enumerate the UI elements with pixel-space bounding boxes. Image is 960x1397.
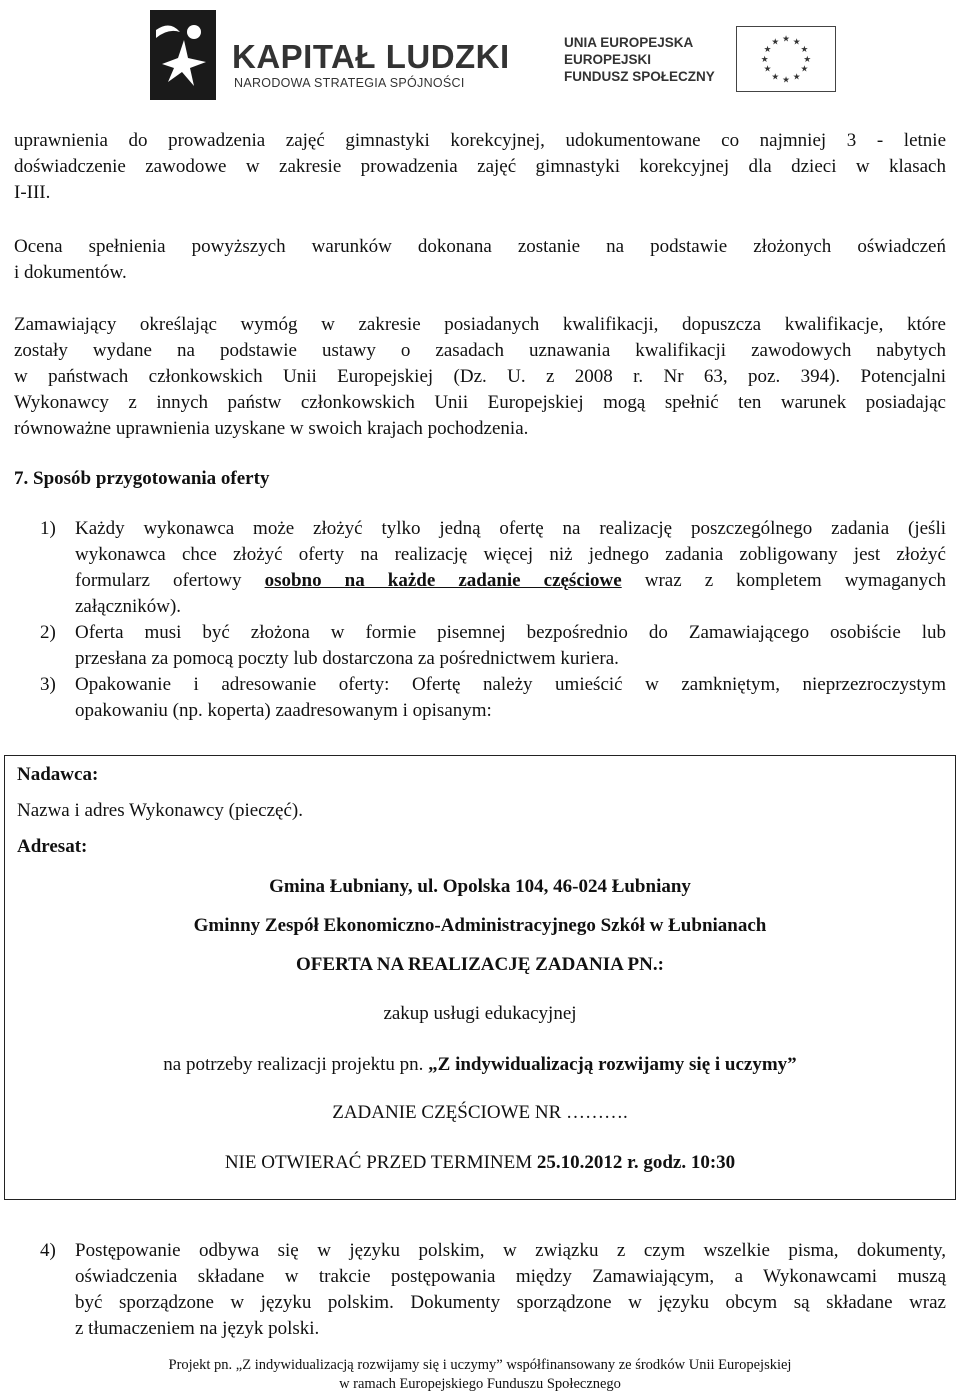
text-line: opakowaniu (np. koperta) zaadresowanym i opisanym: [75, 700, 492, 721]
text-line: Zamawiający określając wymóg w zakresie posiadanych kwalifikacji, dopuszcza kwalifikacje, które [14, 314, 946, 335]
text-segment: formularz ofertowy [75, 570, 242, 591]
text-line: Oferta musi być złożona w formie pisemnej bezpośrednio do Zamawiającego osobiście lub [75, 622, 946, 643]
deadline-text: 25.10.2012 r. godz. 10:30 [536, 1152, 736, 1173]
svg-text:★: ★ [803, 54, 812, 65]
text-line: być sporządzone w języku polskim. Dokumenty sporządzone w języku obcym są składane wraz [75, 1292, 946, 1313]
text-segment: wraz z kompletem wymaganych [644, 570, 947, 591]
svg-text:★: ★ [760, 54, 769, 65]
project-prefix: na potrzeby realizacji projektu pn. [163, 1054, 424, 1075]
list-item [40, 516, 946, 620]
svg-text:★: ★ [771, 37, 780, 48]
text-line: wykonawca chce złożyć oferty na realizację więcej niż jednego zadania zobligowany jest złożyć [75, 544, 946, 565]
text-line: Każdy wykonawca może złożyć tylko jedną ofertę na realizację poszczególnego zadania (jeśli [75, 518, 946, 539]
do-not-open-line [5, 1152, 955, 1174]
svg-text:★: ★ [782, 34, 790, 45]
paragraph-assessment [14, 234, 946, 286]
text-line: uprawnienia do prowadzenia zajęć gimnastyki korekcyjnej, udokumentowane co najmniej 3 - letnie [14, 130, 946, 151]
text-line: Wykonawcy z innych państw członkowskich Unii Europejskiej mogą spełnić ten warunek posiadając [14, 392, 946, 413]
text-line: doświadczenie zawodowe w zakresie prowadzenia zajęć gimnastyki korekcyjnej dla dzieci w klasach [14, 156, 946, 177]
footer-line-1: Projekt pn. „Z indywidualizacją rozwijamy się i uczymy” współfinansowany ze środków Unii Europejskiej [168, 1357, 792, 1373]
svg-text:★: ★ [800, 45, 809, 56]
project-name: „Z indywidualizacją rozwijamy się i uczymy” [428, 1054, 797, 1075]
svg-text:★: ★ [771, 72, 780, 83]
address-line-1: Gmina Łubniany, ul. Opolska 104, 46-024 Łubniany [269, 876, 691, 897]
offer-title: OFERTA NA REALIZACJĘ ZADANIA PN.: [296, 954, 664, 975]
page-header [0, 0, 960, 110]
list-item [40, 672, 946, 724]
svg-text:★: ★ [782, 75, 790, 86]
list-item [40, 620, 946, 672]
footer-line-2: w ramach Europejskiego Funduszu Społecznego [339, 1376, 621, 1392]
addressee-label: Adresat: [17, 836, 88, 857]
svg-text:★: ★ [800, 64, 809, 75]
eu-social-fund-logo [560, 26, 840, 92]
list-item-number: 2) [40, 622, 56, 643]
eu-logo-line2: EUROPEJSKI [564, 52, 652, 67]
text-line: równoważne uprawnienia uzyskane w swoich krajach pochodzenia. [14, 418, 529, 439]
offer-subject: zakup usługi edukacyjnej [383, 1003, 577, 1024]
eu-logo-text [564, 34, 715, 85]
text-line: Ocena spełnienia powyższych warunków dokonana zostanie na podstawie złożonych oświadczeń [14, 236, 946, 257]
kapital-ludzki-subtitle: NARODOWA STRATEGIA SPÓJNOŚCI [234, 76, 465, 90]
kapital-ludzki-star-icon [150, 10, 216, 100]
text-line [75, 568, 946, 594]
sender-text: Nazwa i adres Wykonawcy (pieczęć). [17, 800, 303, 821]
text-line: oświadczenia składane w trakcie postępowania między Zamawiającym, a Wykonawcami muszą [75, 1266, 946, 1287]
svg-text:★: ★ [763, 64, 772, 75]
svg-text:★: ★ [792, 37, 801, 48]
envelope-label-box [4, 755, 956, 1200]
section-number: 7. [14, 468, 29, 489]
list-item-number: 3) [40, 674, 56, 695]
text-line: Postępowanie odbywa się w języku polskim, w związku z czym wszelkie pisma, dokumenty, [75, 1240, 946, 1261]
list-item [40, 1238, 946, 1342]
section-7-heading [14, 468, 269, 490]
offer-preparation-list-continued [40, 1238, 946, 1342]
address-line-2: Gminny Zespół Ekonomiczno-Administracyjnego Szkół w Łubnianach [193, 915, 767, 936]
text-line: Opakowanie i adresowanie oferty: Ofertę należy umieścić w zamkniętym, nieprzezroczystym [75, 674, 946, 695]
sender-label: Nadawca: [17, 764, 99, 785]
text-line: i dokumentów. [14, 262, 127, 283]
page-footer [0, 1356, 960, 1394]
part-number-line: ZADANIE CZĘŚCIOWE NR ………. [332, 1102, 628, 1123]
do-not-open-text: NIE OTWIERAĆ PRZED TERMINEM [224, 1152, 533, 1173]
svg-text:★: ★ [792, 72, 801, 83]
paragraph-qualifications [14, 128, 946, 206]
emphasis-separate-tasks: osobno na każde zadanie częściowe [264, 570, 622, 591]
eu-logo-line3: FUNDUSZ SPOŁECZNY [564, 69, 715, 84]
text-line: przesłana za pomocą poczty lub dostarczona za pośrednictwem kuriera. [75, 648, 619, 669]
section-title: Sposób przygotowania oferty [33, 468, 270, 489]
text-line: w państwach członkowskich Unii Europejskiej (Dz. U. z 2008 r. Nr 63, poz. 394). Potencjalni [14, 366, 946, 387]
text-line: I-III. [14, 182, 51, 203]
text-line: załączników). [75, 596, 182, 617]
text-line: zostały wydane na podstawie ustawy o zasadach uznawania kwalifikacji zawodowych nabytych [14, 340, 946, 361]
kapital-ludzki-title: KAPITAŁ LUDZKI [232, 38, 510, 75]
project-line [5, 1054, 955, 1076]
eu-logo-line1: UNIA EUROPEJSKA [564, 35, 694, 50]
list-item-number: 4) [40, 1240, 56, 1261]
text-line: z tłumaczeniem na język polski. [75, 1318, 320, 1339]
svg-text:★: ★ [763, 45, 772, 56]
paragraph-recognition [14, 312, 946, 442]
offer-preparation-list [40, 516, 946, 724]
kapital-ludzki-logo [150, 10, 510, 102]
eu-flag-icon [736, 26, 836, 92]
list-item-number: 1) [40, 518, 56, 539]
